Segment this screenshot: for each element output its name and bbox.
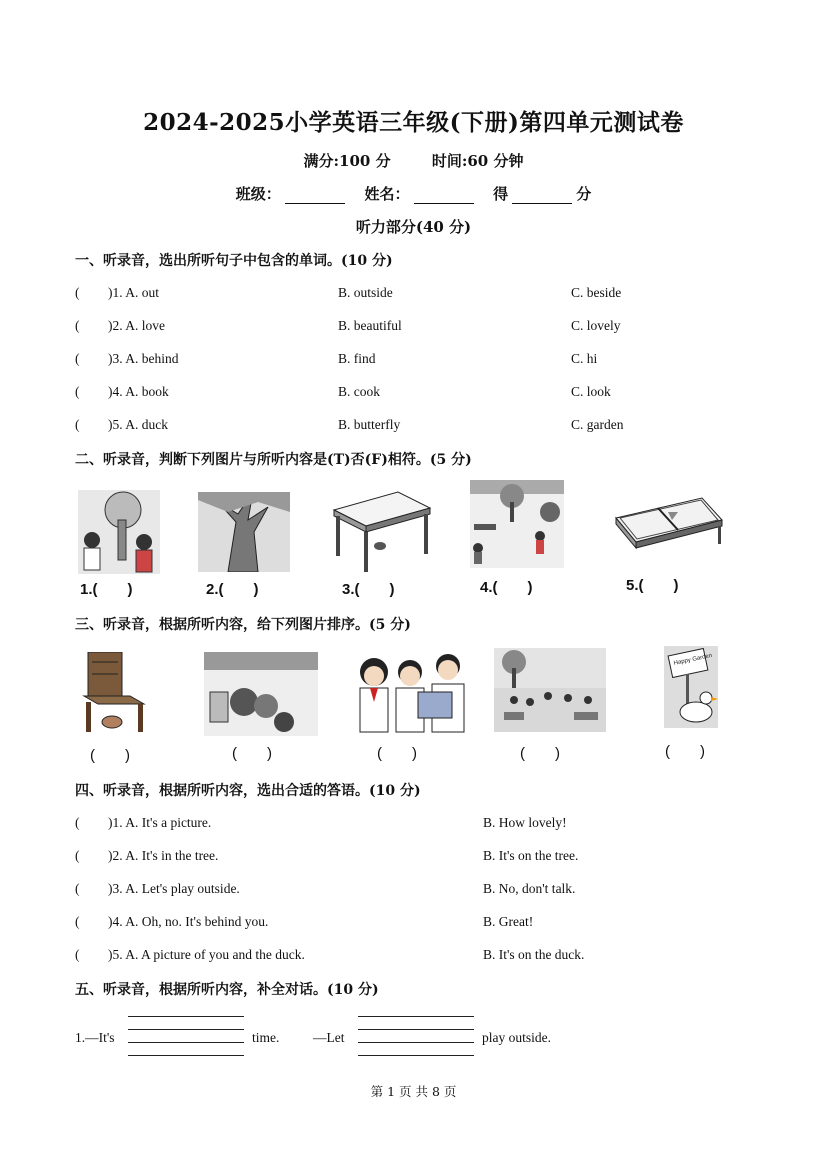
page-title: 2024-2025小学英语三年级(下册)第四单元测试卷 <box>143 109 684 136</box>
dialogue-dash: —Let <box>313 1030 345 1045</box>
section2-heading: 二、听录音，判断下列图片与所听内容是(T)否(F)相符。(5 分) <box>75 452 472 468</box>
full-score: 满分:100 分 <box>303 152 391 170</box>
answer-paren-open: ( <box>75 947 80 962</box>
picture-desk <box>328 490 432 572</box>
question-number: 4. <box>112 384 123 399</box>
listening-part-title: 听力部分(40 分) <box>355 218 472 236</box>
dialogue-mid: time. <box>252 1030 280 1045</box>
name-blank[interactable] <box>414 189 474 204</box>
exam-meta <box>0 150 827 171</box>
option-b: B. cook <box>338 384 380 399</box>
exam-time: 时间:60 分钟 <box>431 152 524 170</box>
picture-label-3[interactable]: 3.( ) <box>342 581 395 598</box>
option-b: B. butterfly <box>338 417 401 432</box>
answer-paren-close: ) <box>108 815 113 830</box>
order-label-3[interactable]: ( ) <box>377 745 417 762</box>
picture-tree-trunk <box>198 492 290 572</box>
student-info <box>0 183 827 204</box>
answer-line[interactable] <box>358 1016 474 1017</box>
answer-paren-close: ) <box>108 914 113 929</box>
answer-paren-close: ) <box>108 848 113 863</box>
section3-heading: 三、听录音，根据所听内容，给下列图片排序。(5 分) <box>75 617 411 633</box>
option-a: A. love <box>125 318 166 333</box>
section1-heading: 一、听录音，选出所听句子中包含的单词。(10 分) <box>75 253 393 269</box>
answer-line[interactable] <box>358 1029 474 1030</box>
answer-paren-open: ( <box>75 881 80 896</box>
answer-paren-open: ( <box>75 815 80 830</box>
option-c: C. lovely <box>571 318 621 333</box>
answer-paren-open: ( <box>75 285 80 300</box>
order-label-1[interactable]: ( ) <box>90 747 130 764</box>
score-unit: 分 <box>576 185 592 203</box>
picture-children-under-tree <box>78 490 160 574</box>
picture-label-5[interactable]: 5.( ) <box>626 577 679 594</box>
order-label-2[interactable]: ( ) <box>232 745 272 762</box>
answer-paren-close: ) <box>108 881 113 896</box>
picture-playground <box>470 480 564 568</box>
answer-paren-close: ) <box>108 417 113 432</box>
question-number: 5. <box>112 947 123 962</box>
answer-paren-close: ) <box>108 351 113 366</box>
option-a: A. out <box>125 285 160 300</box>
option-c: C. hi <box>571 351 598 366</box>
dialogue-end: play outside. <box>482 1030 551 1045</box>
option-a: A. duck <box>125 417 169 432</box>
order-label-5[interactable]: ( ) <box>665 743 705 760</box>
picture-kids-in-playground <box>494 648 606 732</box>
order-label-4[interactable]: ( ) <box>520 745 560 762</box>
page-footer: 第 1 页 共 8 页 <box>370 1084 457 1099</box>
sign-text: Happy Garden <box>673 652 713 667</box>
answer-paren-open: ( <box>75 848 80 863</box>
option-a: A. behind <box>125 351 179 366</box>
picture-bears-in-park <box>204 652 318 736</box>
picture-label-2[interactable]: 2.( ) <box>206 581 259 598</box>
option-b: B. beautiful <box>338 318 402 333</box>
answer-paren-close: ) <box>108 285 113 300</box>
section4-heading: 四、听录音，根据所听内容，选出合适的答语。(10 分) <box>75 783 421 799</box>
section5-heading: 五、听录音，根据所听内容，补全对话。(10 分) <box>75 982 379 998</box>
question-number: 5. <box>112 417 123 432</box>
option-c: C. garden <box>571 417 624 432</box>
picture-two-pupils <box>344 648 468 736</box>
option-b: B. It's on the tree. <box>483 848 579 863</box>
class-blank[interactable] <box>285 189 345 204</box>
answer-paren-open: ( <box>75 318 80 333</box>
answer-line[interactable] <box>128 1042 244 1043</box>
picture-label-1[interactable]: 1.( ) <box>80 581 133 598</box>
score-blank[interactable] <box>512 189 572 204</box>
picture-ping-pong-table <box>606 496 724 568</box>
option-c: C. beside <box>571 285 622 300</box>
question-number: 4. <box>112 914 123 929</box>
option-b: B. outside <box>338 285 393 300</box>
question-number: 3. <box>112 351 123 366</box>
option-b: B. No, don't talk. <box>483 881 576 896</box>
option-b: B. find <box>338 351 376 366</box>
answer-line[interactable] <box>128 1016 244 1017</box>
dialogue-prefix: 1.—It's <box>75 1030 115 1045</box>
answer-paren-open: ( <box>75 351 80 366</box>
option-a: A. A picture of you and the duck. <box>125 947 305 962</box>
picture-duck-with-sign <box>662 646 720 728</box>
option-c: C. look <box>571 384 611 399</box>
answer-paren-close: ) <box>108 318 113 333</box>
answer-paren-open: ( <box>75 417 80 432</box>
option-b: B. It's on the duck. <box>483 947 585 962</box>
option-b: B. Great! <box>483 914 534 929</box>
answer-line[interactable] <box>358 1042 474 1043</box>
answer-line[interactable] <box>358 1055 474 1056</box>
option-a: A. book <box>125 384 169 399</box>
picture-chair <box>78 652 152 734</box>
question-number: 2. <box>112 848 123 863</box>
score-label: 得 <box>493 185 509 203</box>
question-number: 3. <box>112 881 123 896</box>
name-label: 姓名： <box>364 185 410 203</box>
class-label: 班级： <box>235 185 281 203</box>
answer-line[interactable] <box>128 1055 244 1056</box>
option-a: A. Let's play outside. <box>125 881 240 896</box>
option-a: A. It's a picture. <box>125 815 212 830</box>
answer-line[interactable] <box>128 1029 244 1030</box>
option-a: A. Oh, no. It's behind you. <box>125 914 269 929</box>
picture-label-4[interactable]: 4.( ) <box>480 579 533 596</box>
question-number: 2. <box>112 318 123 333</box>
question-number: 1. <box>112 815 123 830</box>
option-b: B. How lovely! <box>483 815 567 830</box>
answer-paren-open: ( <box>75 914 80 929</box>
answer-paren-close: ) <box>108 947 113 962</box>
question-number: 1. <box>112 285 123 300</box>
option-a: A. It's in the tree. <box>125 848 219 863</box>
answer-paren-open: ( <box>75 384 80 399</box>
answer-paren-close: ) <box>108 384 113 399</box>
